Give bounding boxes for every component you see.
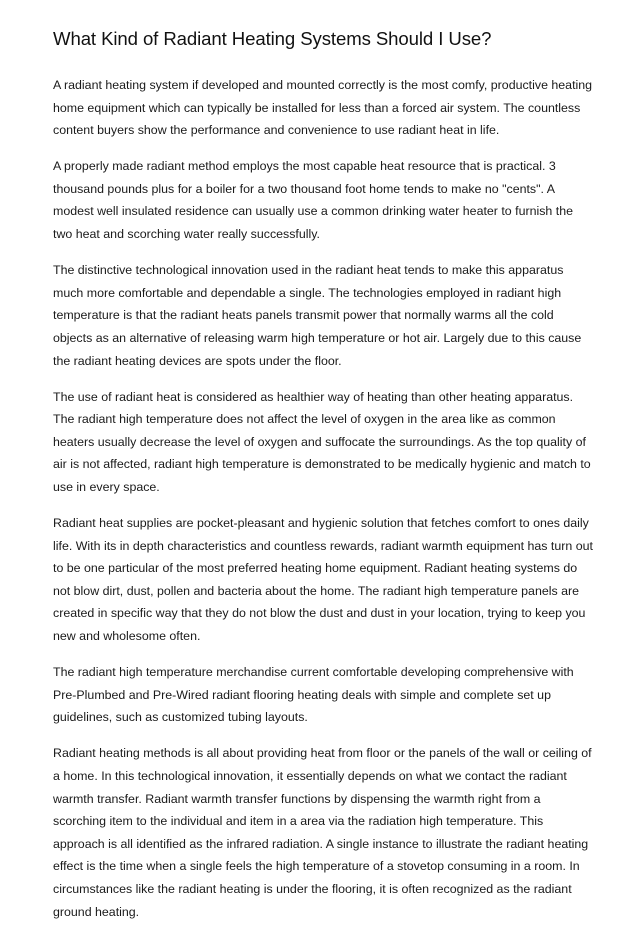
document-page [53,26,593,937]
paragraph-3: The distinctive technological innovation used in the radiant heat tends to make this apparatus much more comfortable and dependable a single. The technologies employed in radiant high temperature is that the radiant heats panels transmit power that normally warms all the cold objects as an alternative of releasing warm high temperature or hot air. Largely due to this cause the radiant heating devices are spots under the floor. [53,263,582,368]
document-body [53,74,593,923]
paragraph-6: The radiant high temperature merchandise current comfortable developing comprehensive with Pre-Plumbed and Pre-Wired radiant flooring heating deals with simple and complete set up guidelines, such as customized tubing layouts. [53,665,574,725]
paragraph-2: A properly made radiant method employs the most capable heat resource that is practical. 3 thousand pounds plus for a boiler for a two thousand foot home tends to make no "cents". A modest well insulated residence can usually use a common drinking water heater to furnish the two heat and scorching water really successfully. [53,159,573,242]
paragraph-5: Radiant heat supplies are pocket-pleasant and hygienic solution that fetches comfort to ones daily life. With its in depth characteristics and countless rewards, radiant warmth equipment has turn out to be one particular of the most preferred heating home equipment. Radiant heating systems do not blow dirt, dust, pollen and bacteria about the home. The radiant high temperature panels are created in specific way that they do not blow the dust and dust in your location, trying to keep you new and wholesome often. [53,516,593,644]
document-title: What Kind of Radiant Heating Systems Should I Use? [53,28,492,49]
paragraph-7: Radiant heating methods is all about providing heat from floor or the panels of the wall or ceiling of a home. In this technological innovation, it essentially depends on what we contact the radiant warmth transfer. Radiant warmth transfer functions by dispensing the warmth right from a scorching item to the individual and item in a area via the radiation high temperature. This approach is all identified as the infrared radiation. A single instance to illustrate the radiant heating effect is the time when a single feels the high temperature of a stovetop consuming in a room. In circumstances like the radiant heating is under the flooring, it is often recognized as the radiant ground heating. [53,746,592,919]
paragraph-4: The use of radiant heat is considered as healthier way of heating than other heating apparatus. The radiant high temperature does not affect the level of oxygen in the area like as common heaters usually decrease the level of oxygen and suffocate the surroundings. As the top quality of air is not affected, radiant high temperature is demonstrated to be medically hygienic and match to use in every space. [53,389,591,494]
paragraph-1: A radiant heating system if developed and mounted correctly is the most comfy, productive heating home equipment which can typically be installed for less than a forced air system. The countless content buyers show the performance and convenience to use radiant heat in life. [53,78,593,138]
